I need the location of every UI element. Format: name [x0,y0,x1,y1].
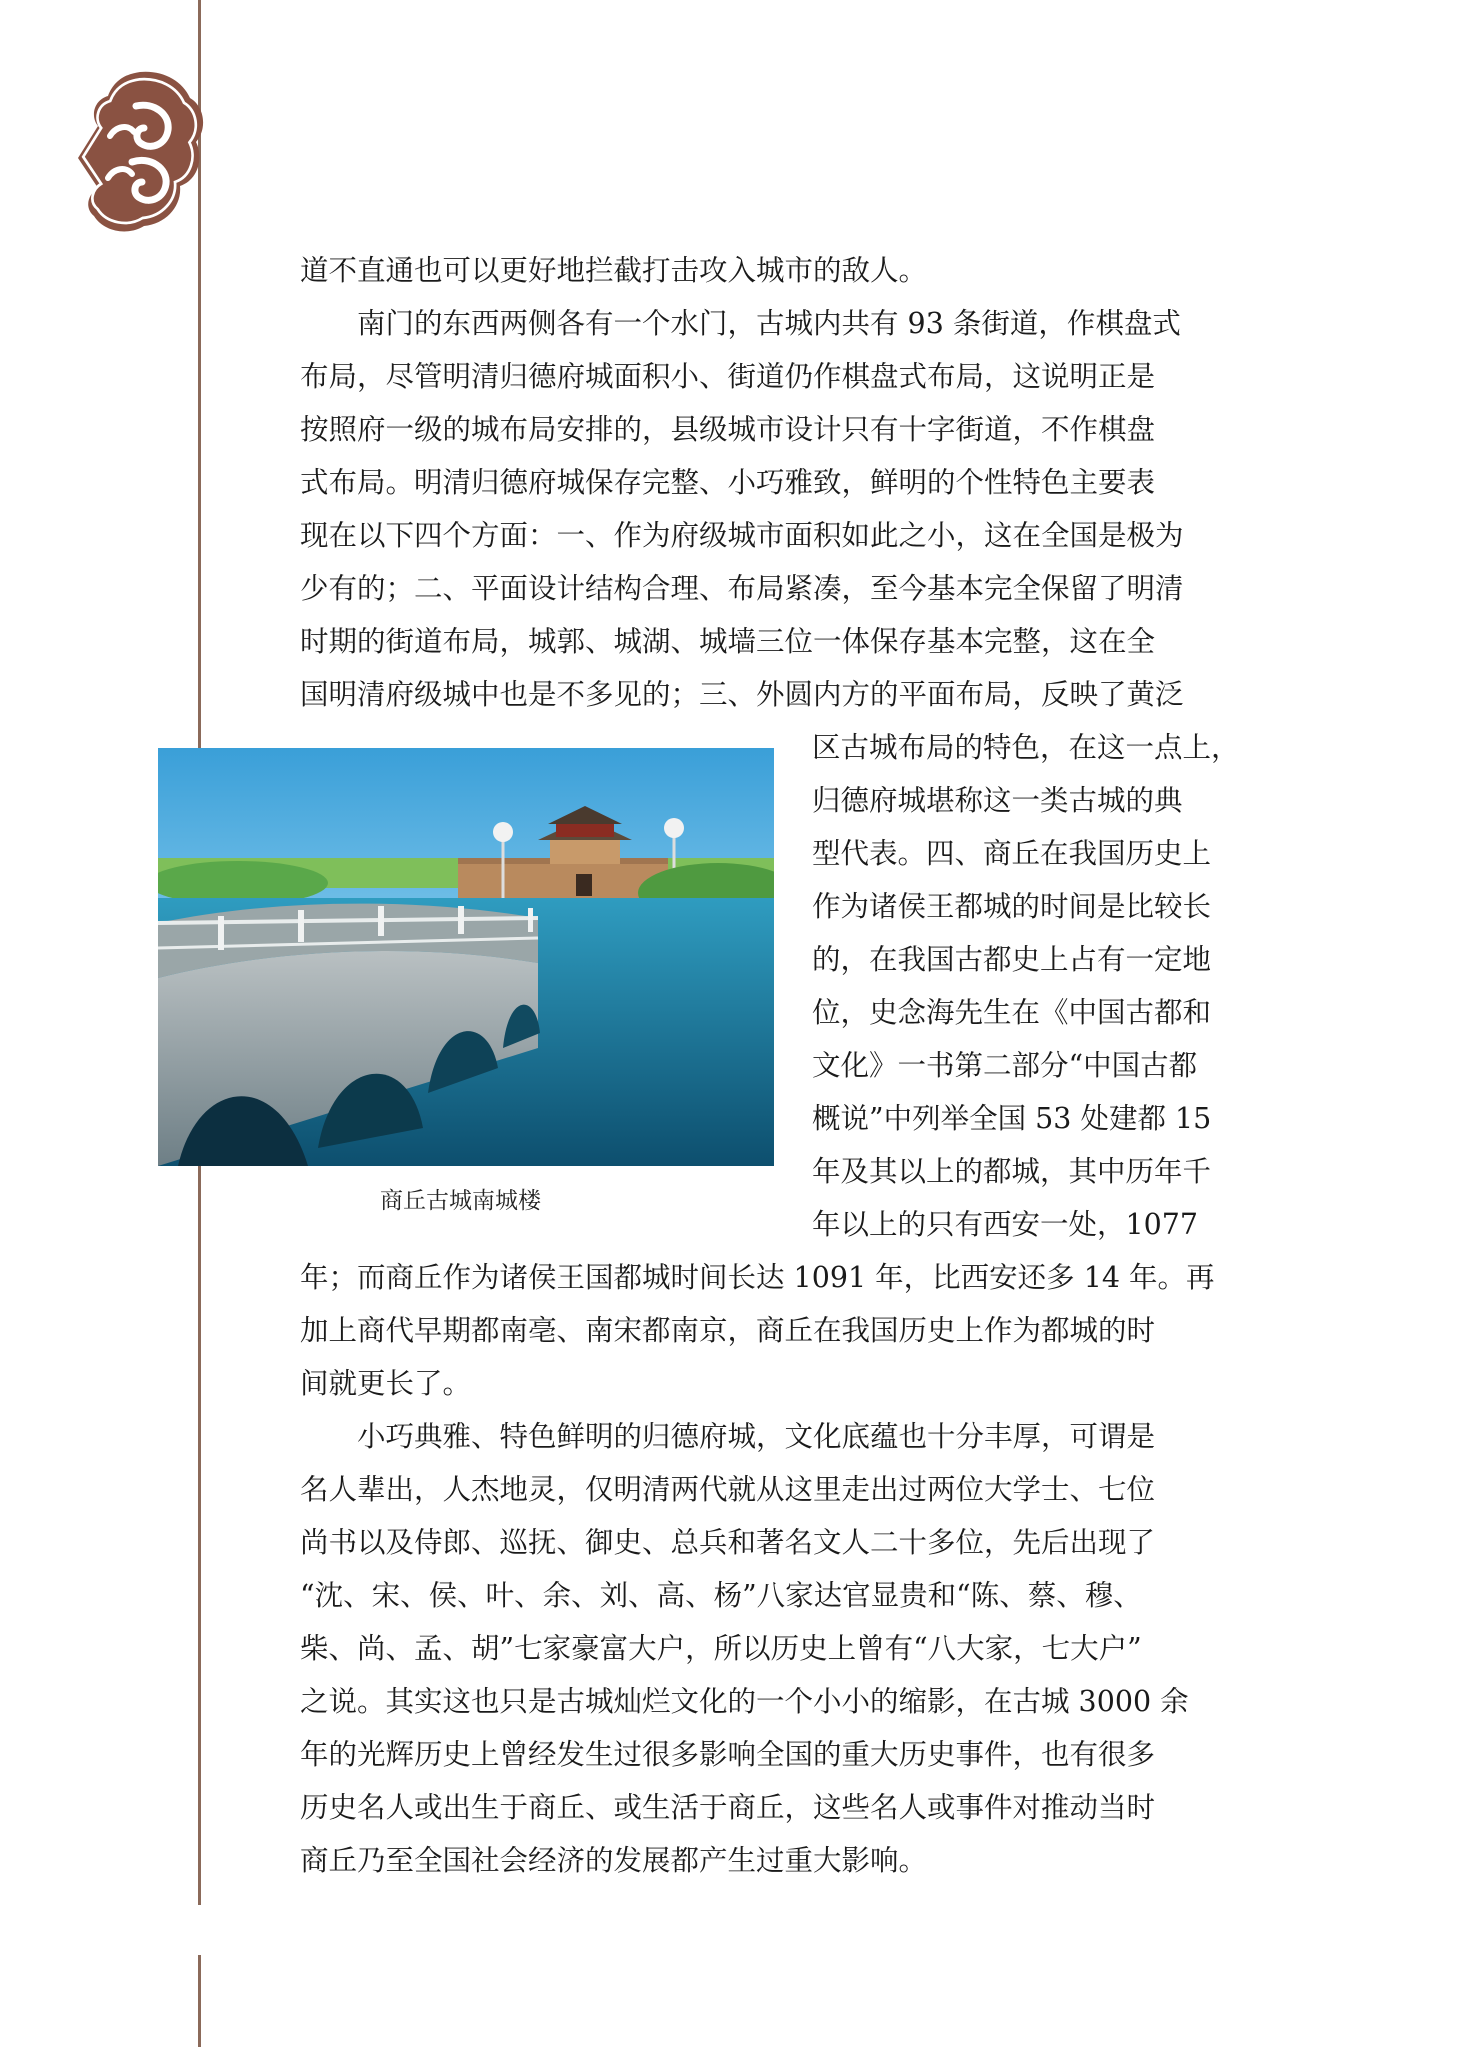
paragraph-line: 之说。其实这也只是古城灿烂文化的一个小小的缩影，在古城 3000 余 [300,1685,1189,1718]
paragraph-line: 国明清府级城中也是不多见的；三、外圆内方的平面布局，反映了黄泛 [300,678,1184,711]
paragraph-line: 位，史念海先生在《中国古都和 [812,996,1212,1029]
paragraph-line: 加上商代早期都南亳、南宋都南京，商丘在我国历史上作为都城的时 [300,1314,1156,1347]
paragraph-line: 间就更长了。 [300,1367,472,1400]
paragraph-line: 名人辈出，人杰地灵，仅明清两代就从这里走出过两位大学士、七位 [300,1473,1156,1506]
paragraph-line: 尚书以及侍郎、巡抚、御史、总兵和著名文人二十多位，先后出现了 [300,1526,1156,1559]
body-text-lower [300,1251,1246,1887]
paragraph-line: 年的光辉历史上曾经发生过很多影响全国的重大历史事件，也有很多 [300,1738,1156,1771]
paragraph-line: 少有的；二、平面设计结构合理、布局紧凑，至今基本完全保留了明清 [300,572,1184,605]
paragraph-line: 南门的东西两侧各有一个水门，古城内共有 93 条街道，作棋盘式 [357,307,1181,340]
body-text-wrap-column [812,721,1246,1251]
city-gate-photo [158,748,774,1166]
paragraph-line: 道不直通也可以更好地拦截打击攻入城市的敌人。 [300,254,928,287]
paragraph-line: 文化》一书第二部分“中国古都 [812,1049,1198,1082]
margin-rule-bottom [198,1955,201,2047]
paragraph-line: 归德府城堪称这一类古城的典 [812,784,1183,817]
paragraph-line: 的，在我国古都史上占有一定地 [812,943,1212,976]
photo-caption: 商丘古城南城楼 [380,1188,541,1214]
paragraph-line: 商丘乃至全国社会经济的发展都产生过重大影响。 [300,1844,928,1877]
cloud-ornament-icon [70,66,206,238]
paragraph-line: 布局，尽管明清归德府城面积小、街道仍作棋盘式布局，这说明正是 [300,360,1156,393]
paragraph-line: 年及其以上的都城，其中历年千 [812,1155,1212,1188]
paragraph-line: 现在以下四个方面：一、作为府级城市面积如此之小，这在全国是极为 [300,519,1184,552]
paragraph-line: 型代表。四、商丘在我国历史上 [812,837,1212,870]
paragraph-line: 时期的街道布局，城郭、城湖、城墙三位一体保存基本完整，这在全 [300,625,1156,658]
paragraph-line: 式布局。明清归德府城保存完整、小巧雅致，鲜明的个性特色主要表 [300,466,1156,499]
paragraph-line: 年；而商丘作为诸侯王国都城时间长达 1091 年，比西安还多 14 年。再 [300,1261,1215,1294]
paragraph-line: 小巧典雅、特色鲜明的归德府城，文化底蕴也十分丰厚，可谓是 [357,1420,1156,1453]
paragraph-line: 作为诸侯王都城的时间是比较长 [812,890,1212,923]
paragraph-line: 按照府一级的城布局安排的，县级城市设计只有十字街道，不作棋盘 [300,413,1156,446]
paragraph-line: 柴、尚、孟、胡”七家豪富大户，所以历史上曾有“八大家，七大户” [300,1632,1142,1665]
paragraph-line: 区古城布局的特色，在这一点上， [812,731,1240,764]
paragraph-line: 年以上的只有西安一处，1077 [812,1208,1199,1241]
paragraph-line: 概说”中列举全国 53 处建都 15 [812,1102,1212,1135]
paragraph-line: “沈、宋、侯、叶、余、刘、高、杨”八家达官显贵和“陈、蔡、穆、 [300,1579,1142,1612]
body-text-upper [300,244,1246,721]
paragraph-line: 历史名人或出生于商丘、或生活于商丘，这些名人或事件对推动当时 [300,1791,1156,1824]
